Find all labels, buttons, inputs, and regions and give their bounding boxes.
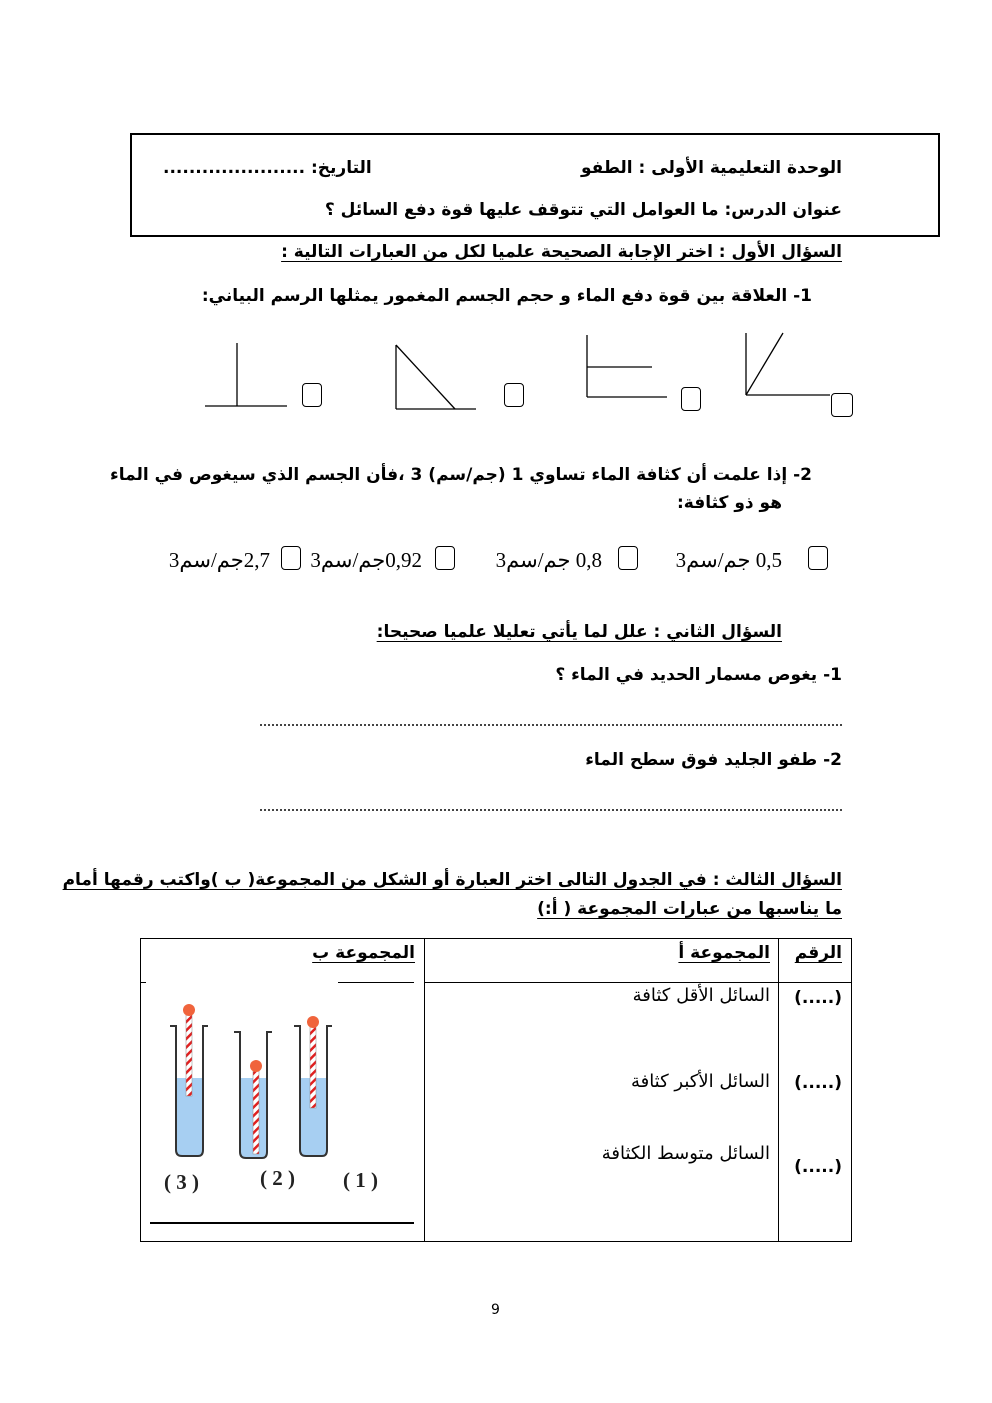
- question-1-item-2: 2- إذا علمت أن كثافة الماء تساوي 1 (جم/سم) 3 ،فأن الجسم الذي سيغوص في الماء: [110, 465, 812, 485]
- page-number: 9: [491, 1302, 500, 1318]
- lesson-title: عنوان الدرس: ما العوامل التي تتوقف عليها قوة دفع السائل ؟: [324, 200, 842, 220]
- question-1-title: السؤال الأول : اختر الإجابة الصحيحة علميا لكل من العبارات التالية :: [281, 242, 842, 262]
- question-1-item-2-cont: هو ذو كثافة:: [676, 493, 782, 513]
- header-group-b: المجموعة ب: [312, 943, 415, 963]
- graph-increasing-line: [746, 333, 830, 395]
- density-option-2-checkbox[interactable]: [618, 546, 638, 570]
- question-1-item-1: 1- العلاقة بين قوة دفع الماء و حجم الجسم المغمور يمثلها الرسم البياني:: [201, 286, 812, 306]
- graph-options: [0, 0, 992, 440]
- row-3-blank[interactable]: (.....): [794, 1157, 842, 1177]
- tube-label-1: ( 1 ): [343, 1168, 378, 1192]
- group-b-underline: [150, 1222, 414, 1224]
- density-option-3-checkbox[interactable]: [435, 546, 455, 570]
- row-2-statement: السائل الأكبر كثافة: [630, 1071, 770, 1092]
- question-2-item-2: 2- طفو الجليد فوق سطح الماء: [585, 750, 842, 770]
- header-divider: [424, 982, 851, 983]
- answer-line-2[interactable]: [260, 809, 842, 811]
- graph-checkbox-1[interactable]: [831, 393, 853, 417]
- unit-title: الوحدة التعليمية الأولى : الطفو: [580, 158, 842, 178]
- row-2-blank[interactable]: (.....): [794, 1073, 842, 1093]
- question-3-title: السؤال الثالث : في الجدول التالى اختر العبارة أو الشكل من المجموعة( ب )واكتب رقمها أمام: [62, 870, 842, 890]
- density-option-1: 0,5 جم/سم3: [675, 548, 782, 572]
- density-option-2: 0,8 جم/سم3: [495, 548, 602, 572]
- density-option-4: 2,7جم/سم3: [168, 548, 270, 572]
- tube-label-2: ( 2 ): [260, 1166, 295, 1190]
- graph-decreasing-line: [396, 345, 476, 409]
- row-1-blank[interactable]: (.....): [794, 988, 842, 1008]
- column-divider: [424, 938, 425, 1242]
- density-option-4-checkbox[interactable]: [281, 546, 301, 570]
- test-tube-2: [234, 1032, 272, 1158]
- tube-label-3: ( 3 ): [164, 1170, 199, 1194]
- graph-vertical-line: [205, 343, 287, 406]
- graph-checkbox-4[interactable]: [302, 383, 322, 407]
- date-label: التاريخ: ......................: [163, 158, 372, 178]
- graph-checkbox-2[interactable]: [681, 387, 701, 411]
- question-2-title: السؤال الثاني : علل لما يأتي تعليلا علميا صحيحا:: [376, 622, 782, 642]
- header-divider: [338, 982, 414, 983]
- column-divider: [778, 938, 779, 1242]
- header-divider: [140, 982, 146, 983]
- density-option-3: 0,92جم/سم3: [310, 548, 422, 572]
- test-tubes-figure: [140, 990, 424, 1170]
- header-group-a: المجموعة أ: [678, 943, 770, 963]
- answer-line-1[interactable]: [260, 724, 842, 726]
- row-1-statement: السائل الأقل كثافة: [632, 985, 770, 1006]
- test-tube-3: [170, 1004, 208, 1156]
- header-number: الرقم: [794, 943, 842, 963]
- test-tube-1: [294, 1016, 332, 1156]
- row-3-statement: السائل متوسط الكثافة: [601, 1143, 770, 1164]
- question-3-title-cont: ما يناسبها من عبارات المجموعة ( أ:): [537, 899, 842, 919]
- density-option-1-checkbox[interactable]: [808, 546, 828, 570]
- graph-checkbox-3[interactable]: [504, 383, 524, 407]
- question-2-item-1: 1- يغوص مسمار الحديد في الماء ؟: [555, 665, 842, 685]
- graph-horizontal-line: [587, 335, 667, 397]
